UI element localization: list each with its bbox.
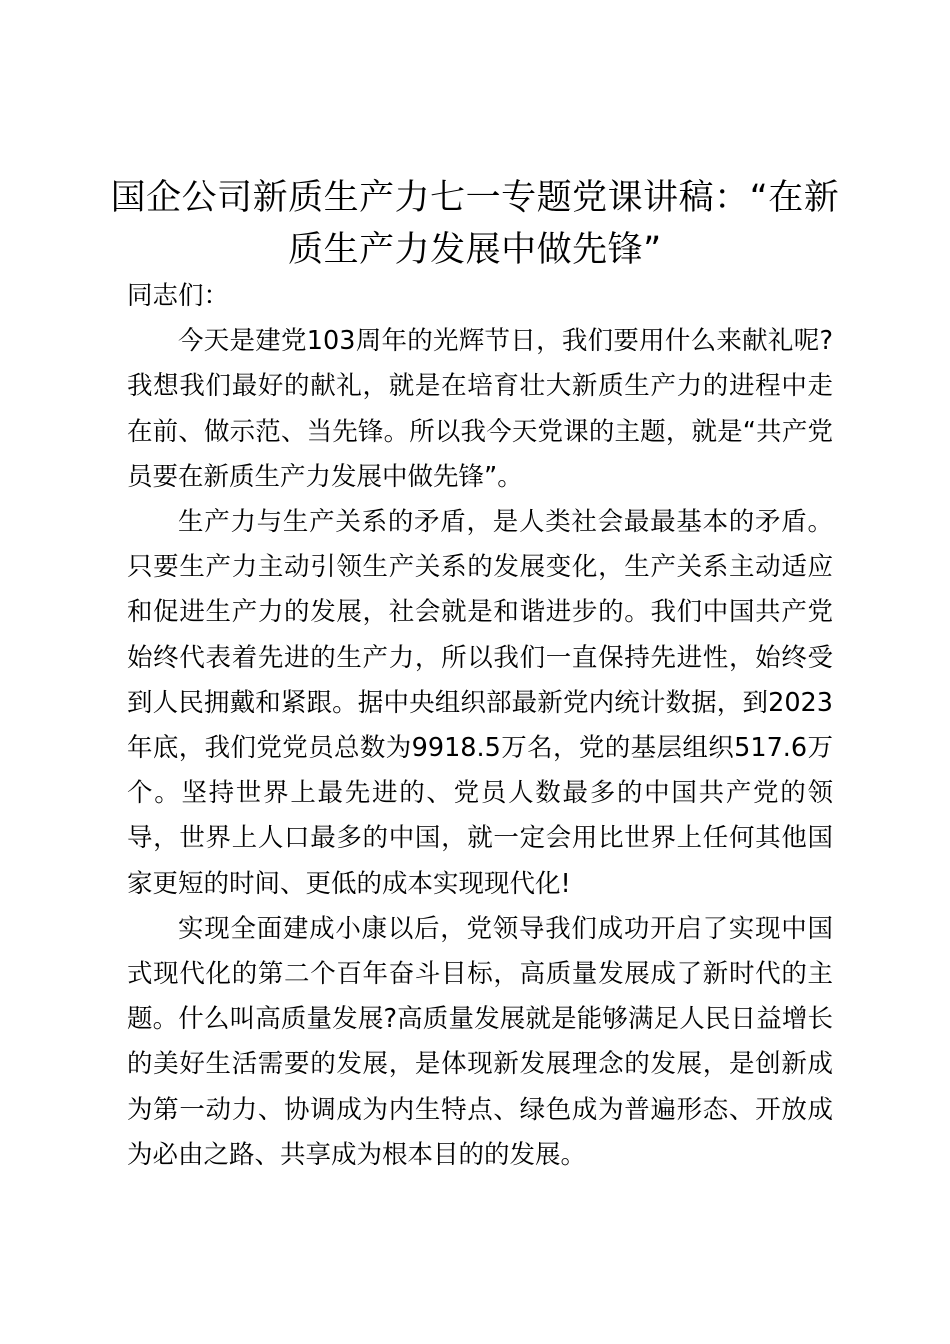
document-title: 国企公司新质生产力七一专题党课讲稿：“在新质生产力发展中做先锋” [110, 178, 840, 270]
document-body [127, 274, 833, 1178]
paragraph: 生产力与生产关系的矛盾，是人类社会最最基本的矛盾。只要生产力主动引领生产关系的发展变化，生产关系主动适应和促进生产力的发展，社会就是和谐进步的。我们中国共产党始终代表着先进的生产力，所以我们一直保持先进性，始终受到人民拥戴和紧跟。据中央组织部最新党内统计数据，到2023年底，我们党党员总数为9918.5万名，党的基层组织517.6万个。坚持世界上最先进的、党员人数最多的中国共产党的领导，世界上人口最多的中国，就一定会用比世界上任何其他国家更短的时间、更低的成本实现现代化! [127, 507, 833, 899]
paragraph: 实现全面建成小康以后，党领导我们成功开启了实现中国式现代化的第二个百年奋斗目标，高质量发展成了新时代的主题。什么叫高质量发展?高质量发展就是能够满足人民日益增长的美好生活需要的发展，是体现新发展理念的发展，是创新成为第一动力、协调成为内生特点、绿色成为普遍形态、开放成为必由之路、共享成为根本目的的发展。 [127, 913, 833, 1170]
salutation: 同志们： [127, 281, 230, 311]
paragraph: 今天是建党103周年的光辉节日，我们要用什么来献礼呢?我想我们最好的献礼，就是在培育壮大新质生产力的进程中走在前、做示范、当先锋。所以我今天党课的主题，就是“共产党员要在新质生产力发展中做先锋”。 [127, 326, 833, 492]
